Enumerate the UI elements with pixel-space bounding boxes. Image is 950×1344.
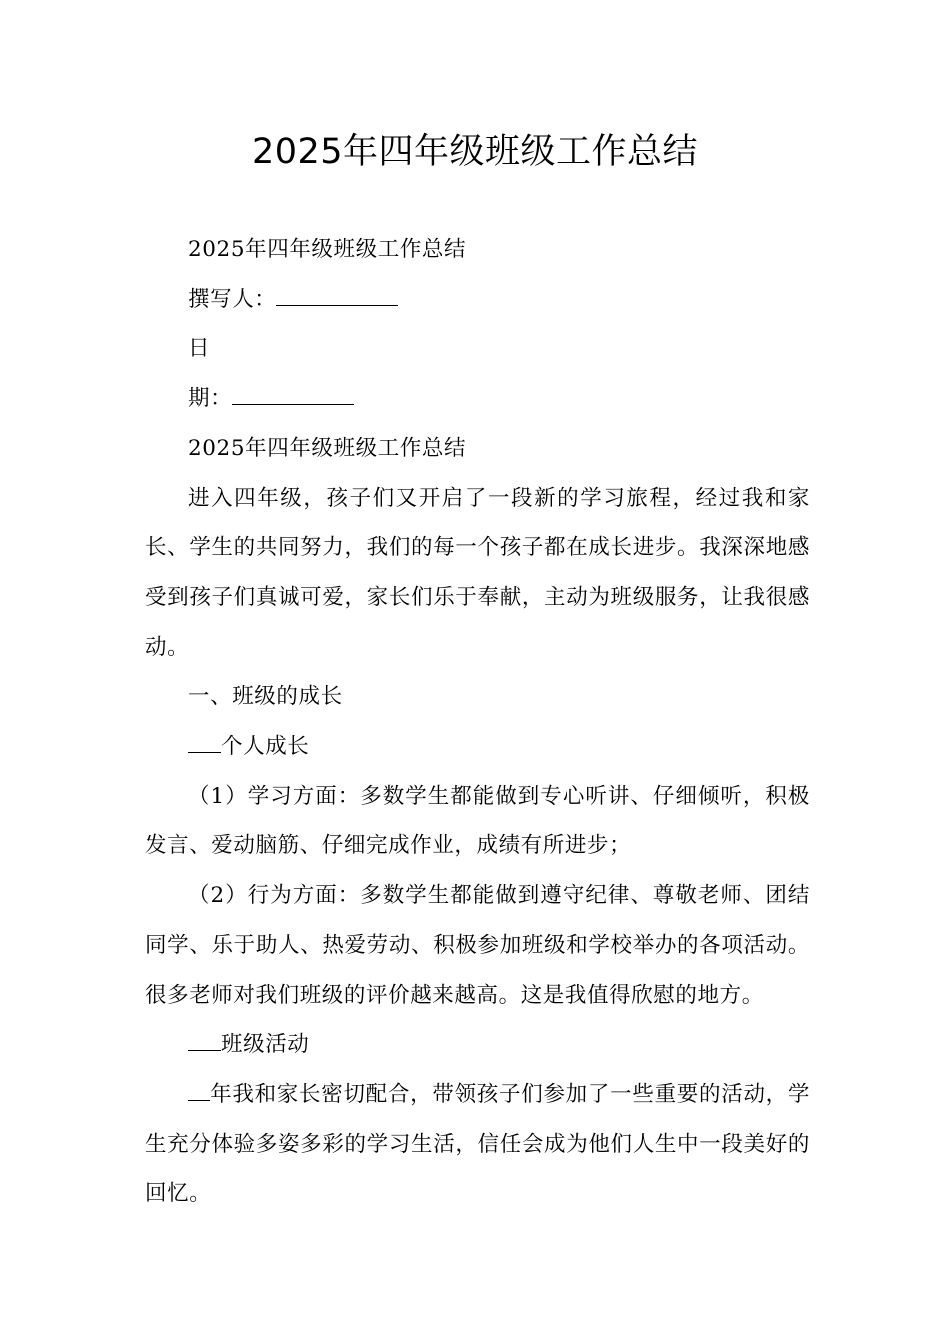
subtitle-text: 2025年四年级班级工作总结 (188, 237, 467, 262)
document-title: 2025年四年级班级工作总结 (251, 132, 699, 172)
subsection2-heading: 班级活动 (221, 1032, 310, 1058)
activity-year-blank (188, 1082, 210, 1101)
item1-paragraph: （1）学习方面：多数学生都能做到专心听讲、仔细倾听，积极发言、爱动脑筋、仔细完成作业，成绩有所进步； (145, 783, 810, 859)
subsection1-blank (188, 734, 221, 753)
date-line-bottom (145, 374, 810, 424)
date-label-top: 日 (188, 336, 211, 362)
date-blank (232, 386, 354, 405)
author-label: 撰写人： (188, 286, 277, 312)
activity-paragraph-line (145, 1070, 810, 1219)
subsection1-heading: 个人成长 (221, 734, 310, 760)
repeat-title-text: 2025年四年级班级工作总结 (188, 435, 467, 461)
author-blank (276, 287, 398, 306)
section1-heading: 一、班级的成长 (188, 684, 343, 710)
subtitle-line (145, 225, 810, 275)
subsection2-blank (188, 1032, 221, 1051)
activity-paragraph: 年我和家长密切配合，带领孩子们参加了一些重要的活动，学生充分体验多姿多彩的学习生活，信任会成为他们人生中一段美好的回忆。 (145, 1081, 810, 1207)
subsection2-heading-line (145, 1020, 810, 1070)
document-body (145, 225, 810, 1219)
subsection1-heading-line (145, 722, 810, 772)
date-line-top (145, 324, 810, 374)
author-line (145, 275, 810, 325)
date-label-bottom: 期： (188, 386, 233, 412)
intro-paragraph: 进入四年级，孩子们又开启了一段新的学习旅程，经过我和家长、学生的共同努力，我们的每一个孩子都在成长进步。我深深地感受到孩子们真诚可爱，家长们乐于奉献，主动为班级服务，让我很感动。 (145, 485, 810, 660)
repeat-title-line (145, 424, 810, 474)
item2-paragraph: （2）行为方面：多数学生都能做到遵守纪律、尊敬老师、团结同学、乐于助人、热爱劳动、积极参加班级和学校举办的各项活动。很多老师对我们班级的评价越来越高。这是我值得欣慰的地方。 (145, 883, 810, 1008)
